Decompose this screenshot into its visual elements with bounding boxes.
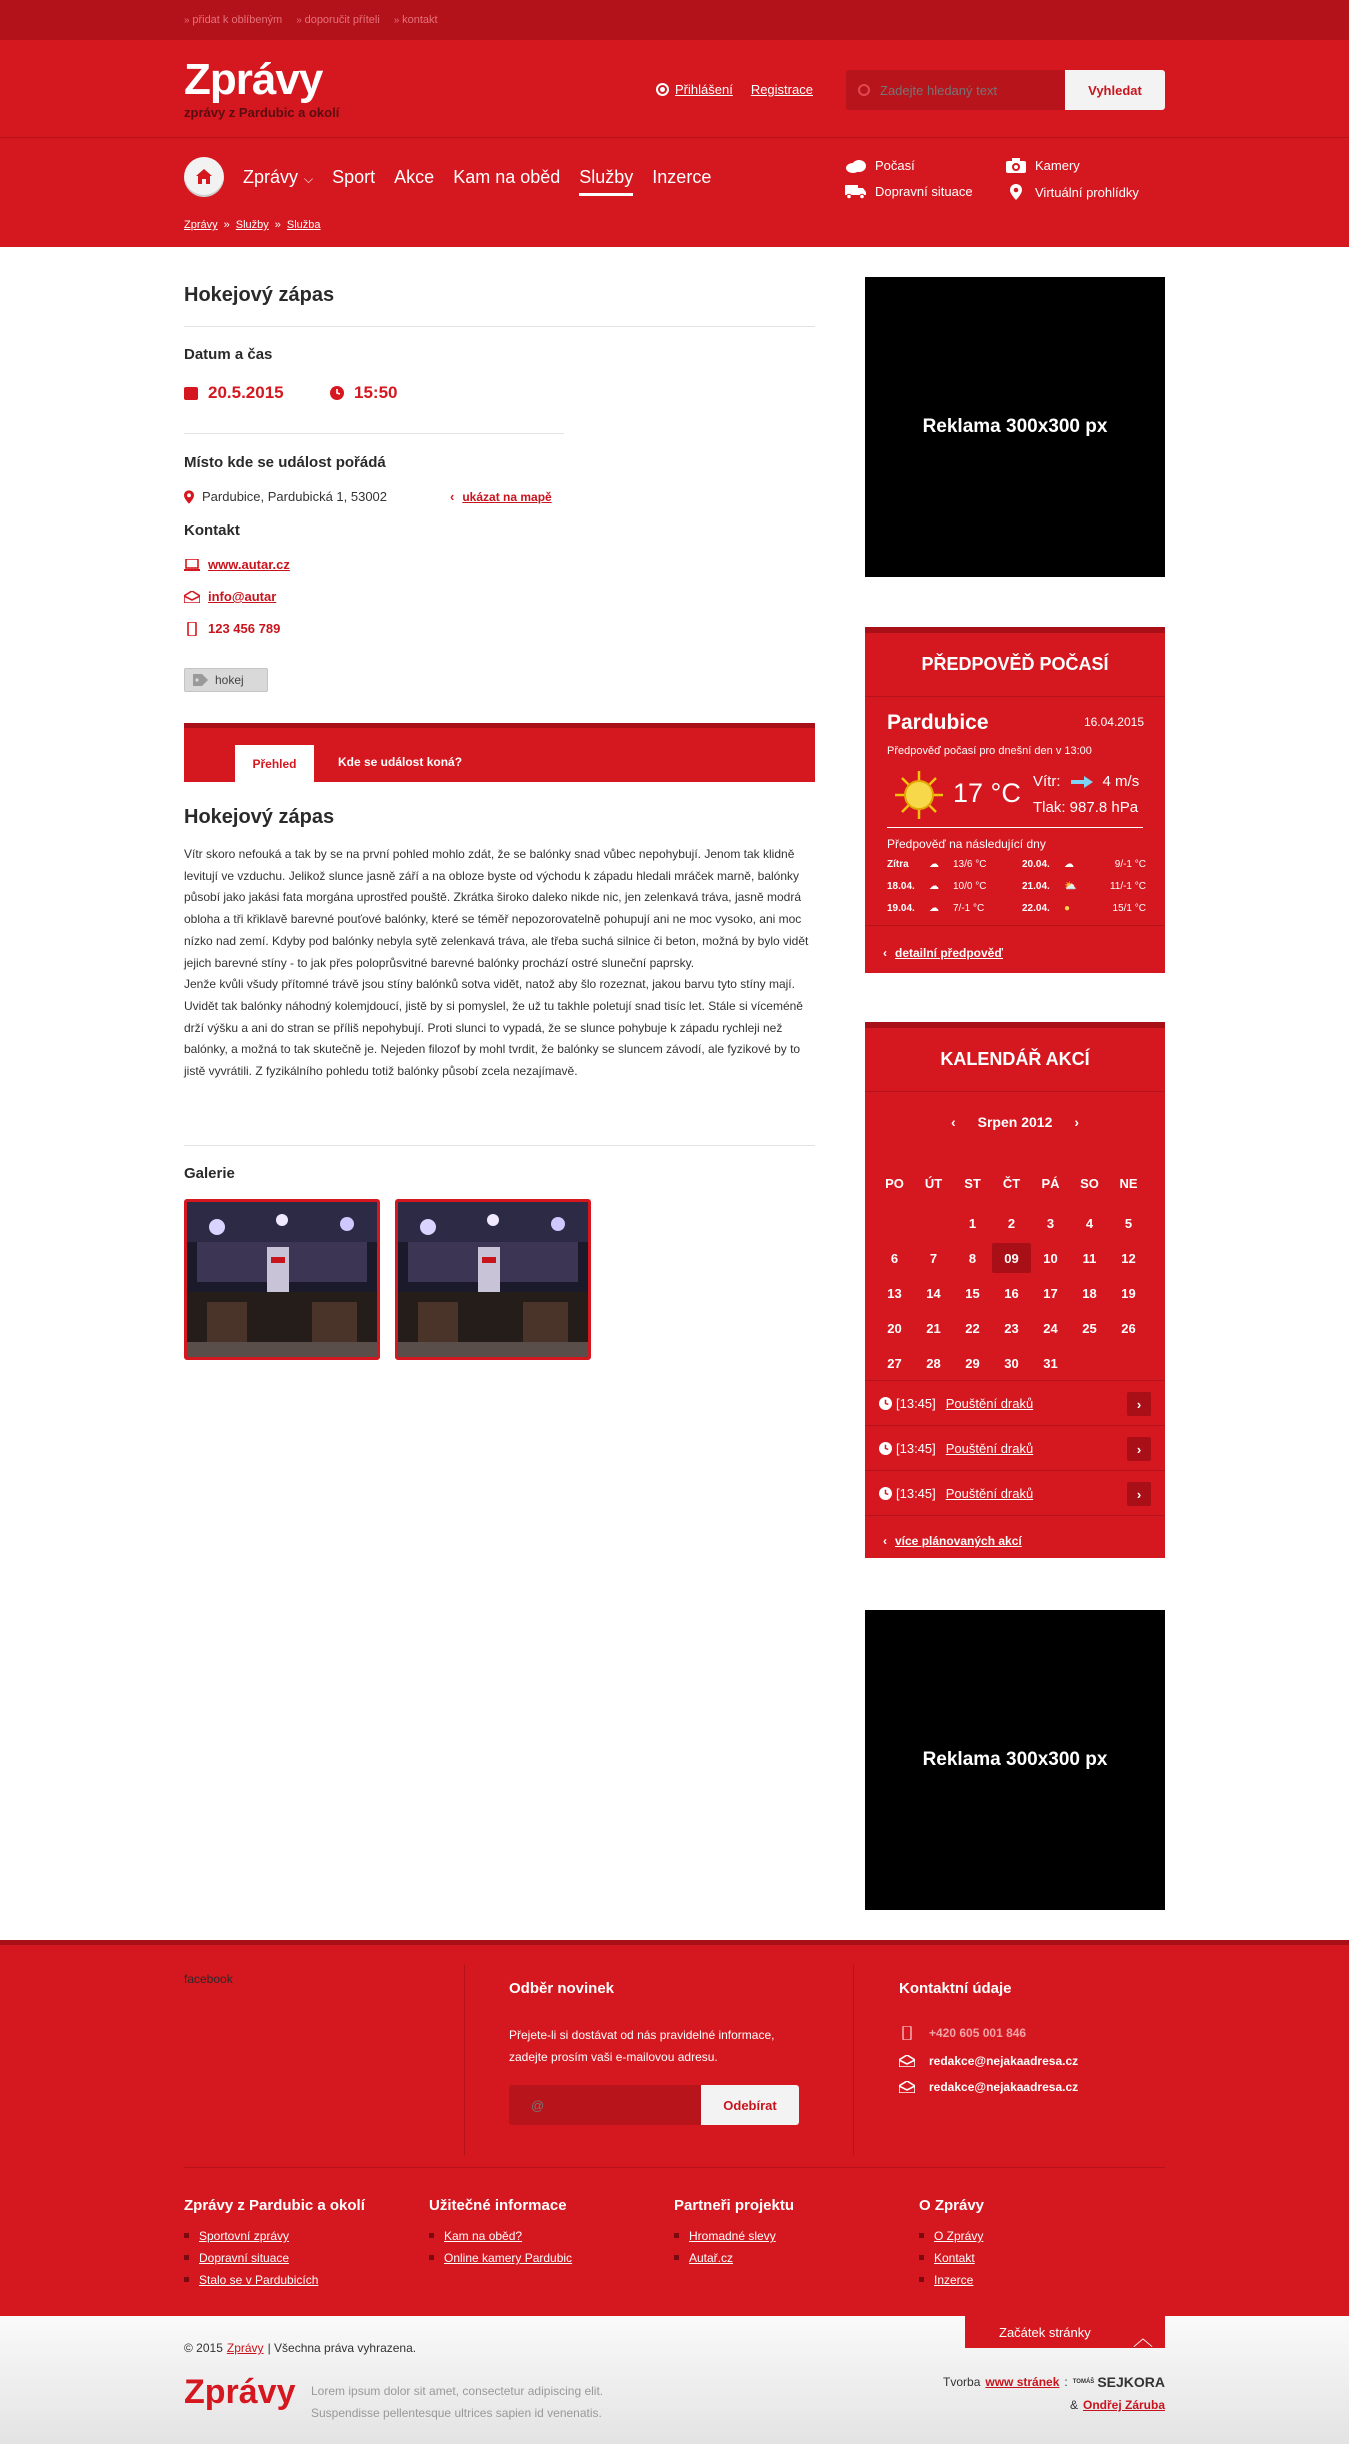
clock-icon [879,1487,892,1500]
weather-detail-link[interactable] [883,946,1003,960]
event-time-value: 15:50 [354,383,398,402]
article-paragraph: Jenže kvůli všudy přítomné trávě jsou stíny balónků sotva vidět, natož aby šlo rozeznat, jakou barvu tyto stíny mají. Uvidět tak balónky náhodný kolemjdoucí, jistě by si pomyslel, že už tu takhle poletují snad tisíc let. Stále si víceméně drží výšku a ani do stran se příliš nepohybují. Proti slunci to vypadá, že se slunce pohybuje k západu rychleji než balónky, a možná to tak skutečně je. Nejeden filozof by mohl tvrdit, že balónky se sluncem závodí, ale fyzikové by to jistě vyvrátili. Z fyzikálního pohledu totiž balónky působí zcela nezajímavě. [184,977,803,1079]
divider [184,2167,1165,2168]
footer-link[interactable]: Hromadné slevy [674,2225,776,2247]
weather-wind-label: Vítr: [1033,773,1061,790]
footer [0,1940,1349,2316]
event-name-link[interactable]: Pouštění draků [945,1440,1034,1456]
partly-cloudy-icon: ⛅ [1064,881,1077,892]
calendar-day[interactable]: 12 [1121,1250,1136,1266]
divider [887,827,1143,828]
clock-icon [879,1397,892,1410]
envelope-icon [899,2081,915,2093]
event-name-link[interactable]: Pouštění draků [945,1395,1034,1411]
footer-link[interactable]: Kam na oběd? [429,2225,572,2247]
calendar-day[interactable]: 13 [887,1285,902,1301]
weather-city: Pardubice [887,711,989,734]
forecast-day: 21.04. ⛅ 11/-1 °C [1022,881,1146,892]
credit-link[interactable]: www stránek [985,2375,1060,2389]
footer-col-links [919,2225,983,2291]
clock-icon [879,1442,892,1455]
login-link[interactable]: Přihlášení [675,82,733,97]
newsletter-form [509,2085,799,2125]
back-to-top-label: Začátek stránky [999,2324,1091,2340]
quick-link-weather[interactable] [845,158,915,173]
header [0,40,1349,247]
datetime-heading: Datum a čas [184,346,273,363]
calendar-day[interactable]: 27 [887,1355,902,1371]
newsletter-subscribe-button[interactable]: Odebírat [701,2085,799,2125]
tab-overview[interactable]: Přehled [235,745,314,782]
forecast-day: 18.04. ☁ 10/0 °C [887,881,987,892]
register-link[interactable]: Registrace [750,82,813,97]
calendar-day[interactable]: 2 [1007,1215,1016,1231]
prev-month-button[interactable]: ‹ [950,1114,956,1130]
event-date [184,383,284,403]
contact-email-link[interactable]: info@autar [208,589,277,604]
chevron-left-icon: ‹ [883,946,887,960]
chevron-left-icon: ‹ [450,489,455,504]
calendar-icon [184,386,198,400]
chevron-left-icon: ‹ [883,1534,887,1548]
article-body [184,844,815,1083]
site-tagline: zprávy z Pardubic a okolí [184,105,340,120]
calendar-day[interactable]: 7 [929,1250,938,1266]
map-link-label[interactable]: ukázat na mapě [462,489,552,504]
phone-icon [899,2026,915,2040]
main-nav [184,157,730,197]
gallery-heading: Galerie [184,1165,235,1182]
contact-phone-value: 123 456 789 [208,621,281,636]
truck-icon [845,184,867,199]
gallery-photo [187,1202,377,1357]
calendar-weekday: ST [964,1175,981,1191]
sejkora-logo[interactable]: TOMÁŠ SEJKORA [1072,2374,1165,2390]
calendar-day[interactable]: 18 [1082,1285,1097,1301]
search-input[interactable] [846,70,1064,110]
weather-today-note: Předpověď počasí pro dnešní den v 13:00 [887,745,1092,757]
calendar-day[interactable]: 3 [1046,1215,1055,1231]
quick-link-cameras-label: Kamery [1035,158,1080,173]
forecast-day: 19.04. ☁ 7/-1 °C [887,903,985,914]
article-paragraph: Vítr skoro nefouká a tak by se na první pohled mohlo zdát, že se balónky snad vůbec nepohybují. Jenom tak klidně levitují ve vzduchu. Jelikož slunce jasně září a na obloze byste od východu k západu hledali mráček marně, balónky působí jako jakási fata morgána uprostřed pouště. Zkrátka široko daleko nikde nic, jen zelenkavá tráva, jasně modrá obloha a tři křiklavě barevné pouťové balónky, které se téměř nepozorovatelně pohupují ani ne moc vysoko, ani moc nízko nad zemí. Kdyby pod balónky nebyla sytě zelenkavá tráva, ale třeba suchá silnice či beton, možná by bylo vidět jejich barevné stíny - to jak přes poloprůsvitné barevné balónky prochází ostré sluneční paprsky. [184,847,809,970]
quick-link-traffic[interactable] [845,184,973,199]
calendar-weekday: PO [885,1175,904,1191]
footer-col-links [674,2225,776,2269]
calendar-event[interactable] [865,1425,1165,1470]
event-time: [13:45] [896,1440,936,1456]
tab-location[interactable]: Kde se událost koná? [338,755,463,769]
event-calendar [865,1022,1165,1558]
credits: Tvorba www stránek : TOMÁŠ SEJKORA [943,2374,1165,2390]
forecast-day: Zítra ☁ 13/6 °C [887,859,987,870]
calendar-day[interactable]: 25 [1082,1320,1097,1336]
footer-logo[interactable]: Zprávy [184,2373,296,2411]
footer-col-heading: Zprávy z Pardubic a okolí [184,2197,365,2214]
sun-icon [895,771,943,819]
contact-phone [184,621,280,636]
calendar-day[interactable]: 21 [926,1320,941,1336]
credit-name-link[interactable]: Ondřej Záruba [1082,2398,1165,2412]
search-box [846,70,1165,110]
facebook-widget[interactable]: facebook [184,1972,233,1986]
calendar-day[interactable]: 28 [926,1355,941,1371]
calendar-day[interactable]: 31 [1043,1355,1058,1371]
calendar-weekday: NE [1119,1175,1138,1191]
copyright: © 2015 Zprávy | Všechna práva vyhrazena. [184,2341,417,2355]
quick-link-virtual-tours-label: Virtuální prohlídky [1035,184,1139,200]
add-favorite-link[interactable]: » přidat k oblíbeným [184,14,282,26]
gallery-photo [398,1202,588,1357]
recommend-link[interactable]: » doporučit příteli [296,14,380,26]
divider [853,1965,854,2155]
divider [184,1145,815,1146]
footer-lorem: Lorem ipsum dolor sit amet, consectetur adipiscing elit. Suspendisse pellentesque ultrices sapien id venenatis. [311,2384,604,2420]
footer-col-heading: Partneři projektu [674,2197,795,2214]
footer-col-heading: O Zprávy [919,2197,985,2214]
auth-links [656,82,813,97]
contact-heading: Kontakt [184,522,240,539]
newsletter-text: Přejete-li si dostávat od nás pravidelné informace, zadejte prosím vaši e-mailovou adresu. [509,2028,775,2064]
calendar-event[interactable] [865,1380,1165,1425]
chevron-down-icon: ⌵ [304,171,314,186]
calendar-day[interactable]: 15 [965,1285,980,1301]
weather-detail-label: detailní předpověď [895,946,1003,960]
footer-link[interactable]: Sportovní zprávy [184,2225,318,2247]
contact-link[interactable]: » kontakt [394,14,438,26]
search-button[interactable]: Vyhledat [1065,70,1165,110]
footer-email-value[interactable]: redakce@nejakaadresa.cz [929,2054,1079,2068]
calendar-weekday: ÚT [924,1175,943,1191]
footer-col-links [184,2225,318,2291]
credits-second: & Ondřej Záruba [1069,2398,1165,2412]
calendar-day[interactable]: 10 [1043,1250,1058,1266]
event-time: [13:45] [896,1485,936,1501]
footer-link[interactable]: Inzerce [919,2269,983,2291]
calendar-day[interactable]: 22 [965,1320,980,1336]
calendar-day[interactable]: 5 [1124,1215,1133,1231]
more-events-label: více plánovaných akcí [895,1534,1022,1548]
quick-link-weather-label: Počasí [875,158,915,173]
home-icon [195,168,213,186]
footer-col-heading: Užitečné informace [429,2197,567,2214]
contact-info-heading: Kontaktní údaje [899,1980,1012,1997]
newsletter-email-input[interactable] [509,2085,701,2125]
divider [184,433,564,434]
calendar-day[interactable]: 8 [968,1250,977,1266]
event-address [184,489,387,504]
map-link[interactable] [450,489,552,504]
calendar-day[interactable]: 4 [1085,1215,1094,1231]
calendar-day[interactable]: 29 [965,1355,980,1371]
footer-email-value[interactable]: redakce@nejakaadresa.cz [929,2080,1079,2094]
footer-link[interactable]: Stalo se v Pardubicích [184,2269,318,2291]
cloud-rain-icon: ☁ [929,903,939,914]
gallery-thumbnail[interactable] [184,1199,380,1360]
phone-icon [184,622,200,636]
footer-link[interactable]: Autař.cz [674,2247,776,2269]
weather-wind-value: 4 m/s [1102,773,1140,790]
next-month-button[interactable]: › [1074,1114,1080,1130]
event-time [330,383,397,403]
contact-email [184,589,276,604]
ad-banner[interactable]: Reklama 300x300 px [865,1610,1165,1910]
newsletter-heading: Odběr novinek [509,1980,615,1997]
calendar-weekday: ČT [1002,1175,1021,1191]
calendar-day[interactable]: 14 [926,1285,941,1301]
footer-phone-value: +420 605 001 846 [929,2026,1027,2040]
divider [464,1965,465,2155]
calendar-event[interactable] [865,1470,1165,1515]
nav-item-inzerce[interactable]: Inzerce [652,166,712,187]
tag-icon [193,674,209,686]
page-title: Hokejový zápas [184,284,335,306]
ad-banner[interactable]: Reklama 300x300 px [865,277,1165,577]
event-date-value: 20.5.2015 [208,383,284,402]
footer-phone [899,2026,1026,2040]
cloud-icon [845,159,867,173]
calendar-day[interactable]: 1 [968,1215,977,1231]
envelope-icon [184,591,200,603]
tag-label: hokej [215,673,244,687]
nav-item-sluzby[interactable]: Služby [579,166,634,187]
tag-hokej[interactable] [184,668,268,692]
forecast-day: 20.04. ☁ 9/-1 °C [1022,859,1146,870]
breadcrumb-item[interactable]: Služby [235,219,269,231]
calendar-day[interactable]: 23 [1004,1320,1019,1336]
nav-item-zpravy[interactable]: Zprávy ⌵ [243,166,314,187]
divider [865,925,1165,926]
more-events-link[interactable] [883,1534,1022,1548]
footer-col-links [429,2225,572,2269]
login-icon [656,83,669,96]
weather-heading: PŘEDPOVĚĎ POČASÍ [865,633,1165,697]
calendar-month-nav [865,1114,1165,1130]
event-address-text: Pardubice, Pardubická 1, 53002 [202,489,388,504]
weather-pressure: Tlak: 987.8 hPa [1033,799,1139,816]
nav-item-sport[interactable]: Sport [332,166,376,187]
footer-link[interactable]: Online kamery Pardubic [429,2247,572,2269]
footer-link[interactable]: Kontakt [919,2247,983,2269]
cloud-rain-icon: ☁ [929,859,939,870]
divider [184,326,815,327]
nav-item-kam-na-obed[interactable]: Kam na oběd [453,166,561,187]
chevron-right-icon[interactable]: › [1127,1392,1151,1416]
top-bar [0,0,1349,40]
quick-link-cameras[interactable] [1005,158,1080,173]
cloud-rain-icon: ☁ [929,881,939,892]
wind-direction-icon [1071,776,1093,788]
home-button[interactable] [184,157,224,197]
event-name-link[interactable]: Pouštění draků [945,1485,1034,1501]
calendar-day[interactable]: 17 [1043,1285,1058,1301]
contact-web-link[interactable]: www.autar.cz [208,557,290,572]
quick-link-traffic-label: Dopravní situace [875,184,973,199]
place-heading: Místo kde se událost pořádá [184,454,386,471]
header-divider [0,137,1349,138]
breadcrumb-item[interactable]: Služba [286,219,321,231]
chevron-right-icon[interactable]: › [1127,1437,1151,1461]
envelope-icon [899,2055,915,2067]
gallery-thumbnail[interactable] [395,1199,591,1360]
divider [865,1515,1165,1516]
calendar-day[interactable]: 11 [1082,1250,1097,1266]
clock-icon [330,386,344,400]
calendar-day[interactable]: 30 [1004,1355,1019,1371]
calendar-month: Srpen 2012 [977,1114,1053,1130]
weather-next-heading: Předpověď na následující dny [887,837,1046,851]
chevron-right-icon[interactable]: › [1127,1482,1151,1506]
weather-temperature: 17 °C [953,778,1021,808]
calendar-weekday: SO [1080,1175,1099,1191]
site-logo[interactable]: Zprávy [184,55,323,104]
forecast-day: 22.04. ● 15/1 °C [1022,903,1146,914]
weather-wind [1033,773,1139,790]
calendar-day[interactable]: 16 [1004,1285,1019,1301]
breadcrumb-item[interactable]: Zprávy [184,219,218,231]
calendar-day[interactable]: 26 [1121,1320,1136,1336]
chevron-up-icon: ︿ [1133,2328,1153,2350]
content-tabs [184,723,815,782]
breadcrumb: Zprávy » Služby » Služba [184,219,321,231]
sun-icon: ● [1064,903,1071,914]
calendar-day[interactable]: 24 [1043,1320,1058,1336]
footer-link[interactable]: Dopravní situace [184,2247,318,2269]
map-pin-icon [184,490,194,504]
calendar-day[interactable]: 6 [890,1250,899,1266]
event-time: [13:45] [896,1395,936,1411]
map-pin-icon [1005,184,1027,200]
nav-item-akce[interactable]: Akce [394,166,435,187]
laptop-icon [184,559,200,571]
contact-web [184,557,290,572]
quick-link-virtual-tours[interactable] [1005,184,1139,200]
cloud-rain-icon: ☁ [1064,859,1074,870]
footer-email [899,2080,1078,2094]
footer-link[interactable]: O Zprávy [919,2225,983,2247]
calendar-day[interactable]: 09 [992,1243,1031,1273]
weather-date: 16.04.2015 [1083,715,1144,729]
article-title: Hokejový zápas [184,806,335,828]
calendar-day[interactable]: 20 [887,1320,902,1336]
back-to-top-button[interactable] [965,2316,1165,2348]
copyright-link[interactable]: Zprávy [226,2341,264,2355]
footer-email [899,2054,1078,2068]
calendar-day[interactable]: 19 [1121,1285,1136,1301]
calendar-heading: KALENDÁŘ AKCÍ [865,1028,1165,1092]
top-links [184,14,438,26]
camera-icon [1005,158,1027,173]
calendar-weekday: PÁ [1041,1175,1060,1191]
weather-widget [865,627,1165,973]
bottom-bar [0,2316,1349,2444]
